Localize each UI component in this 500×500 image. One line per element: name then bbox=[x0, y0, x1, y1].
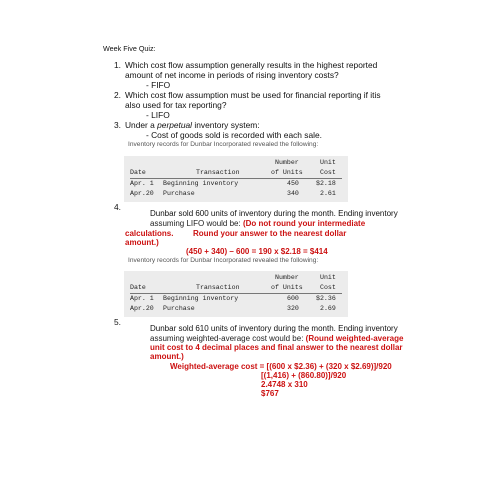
q4-red-line-3a: calculations. bbox=[125, 229, 174, 238]
q5-solution-line-4: $767 bbox=[261, 389, 279, 398]
table-cell: $2.18 bbox=[316, 180, 336, 187]
q5-red-line-3: unit cost to 4 decimal places and final answer to the nearest dollar bbox=[150, 343, 403, 352]
table-cell: 320 bbox=[287, 305, 299, 312]
q5-text-line-2-red: (Round weighted-average bbox=[305, 334, 404, 343]
q5-solution-line-1: Weighted-average cost = [(600 x $2.36) + (320 x $2.69)]/920 bbox=[170, 362, 392, 371]
q4-solution: (450 + 340) – 600 = 190 x $2.18 = $414 bbox=[186, 247, 328, 256]
table-cell: Purchase bbox=[163, 190, 195, 197]
q4-intro: Inventory records for Dunbar Incorporated revealed the following: bbox=[128, 141, 319, 148]
question-5-number: 5. bbox=[114, 317, 121, 327]
q5-intro: Inventory records for Dunbar Incorporated revealed the following: bbox=[128, 257, 319, 264]
q4-inventory-table bbox=[124, 156, 348, 202]
table-cell: Apr. 1 bbox=[130, 180, 154, 187]
q5-solution-line-2: [(1,416) + (860.80)]/920 bbox=[261, 371, 347, 380]
q5-header-date: Date bbox=[130, 284, 146, 291]
table-cell: 450 bbox=[287, 180, 299, 187]
table-cell: 2.61 bbox=[320, 190, 336, 197]
q5-header-cost: Cost bbox=[320, 284, 336, 291]
question-3-prefix: Under a bbox=[125, 120, 158, 130]
table-cell: Apr. 1 bbox=[130, 295, 154, 302]
q4-header-date: Date bbox=[130, 169, 146, 176]
question-1-answer: - FIFO bbox=[146, 80, 171, 90]
q5-header-number: Number bbox=[275, 274, 299, 281]
question-1-line-1: Which cost flow assumption generally results in the highest reported bbox=[125, 60, 378, 70]
question-3-line bbox=[125, 120, 260, 130]
q4-text-line-1: Dunbar sold 600 units of inventory during the month. Ending inventory bbox=[150, 209, 398, 218]
question-4-number: 4. bbox=[114, 202, 121, 212]
q4-header-units: of Units bbox=[271, 169, 303, 176]
q5-text-line-1: Dunbar sold 610 units of inventory during the month. Ending inventory bbox=[150, 324, 398, 333]
q5-solution-line-3: 2.4748 x 310 bbox=[261, 380, 308, 389]
q4-red-line-3b: Round your answer to the nearest dollar bbox=[193, 229, 347, 238]
table-cell: Apr.20 bbox=[130, 190, 154, 197]
q5-header-units: of Units bbox=[271, 284, 303, 291]
page-title: Week Five Quiz: bbox=[103, 44, 156, 53]
q4-table-divider bbox=[130, 178, 342, 179]
question-1-number: 1. bbox=[114, 60, 121, 70]
q4-header-cost: Cost bbox=[320, 169, 336, 176]
question-2-number: 2. bbox=[114, 90, 121, 100]
q4-red-line-4: amount.) bbox=[125, 238, 159, 247]
table-cell: Purchase bbox=[163, 305, 195, 312]
question-3-suffix: inventory system: bbox=[192, 120, 260, 130]
question-1-line-2: amount of net income in periods of rising inventory costs? bbox=[125, 70, 339, 80]
q4-text-line-2-dark: assuming LIFO would be: bbox=[150, 219, 243, 228]
question-3-italic: perpetual bbox=[157, 120, 193, 130]
q4-header-number: Number bbox=[275, 159, 299, 166]
table-cell: $2.36 bbox=[316, 295, 336, 302]
q4-text-line-2 bbox=[150, 219, 365, 229]
q5-red-line-4: amount.) bbox=[150, 352, 184, 361]
q5-text-line-2-dark: assuming weighted-average cost would be: bbox=[150, 334, 306, 343]
table-cell: Beginning inventory bbox=[163, 180, 239, 187]
q5-header-transaction: Transaction bbox=[196, 284, 240, 291]
table-cell: Apr.20 bbox=[130, 305, 154, 312]
question-3-number: 3. bbox=[114, 120, 121, 130]
table-cell: 600 bbox=[287, 295, 299, 302]
question-2-line-1: Which cost flow assumption must be used for financial reporting if itis bbox=[125, 90, 381, 100]
q5-header-unit: Unit bbox=[320, 274, 336, 281]
q4-header-transaction: Transaction bbox=[196, 169, 240, 176]
q4-header-unit: Unit bbox=[320, 159, 336, 166]
q5-inventory-table bbox=[124, 271, 348, 317]
table-cell: Beginning inventory bbox=[163, 295, 239, 302]
table-cell: 340 bbox=[287, 190, 299, 197]
question-2-line-2: also used for tax reporting? bbox=[125, 100, 227, 110]
question-3-answer: - Cost of goods sold is recorded with each sale. bbox=[146, 130, 322, 140]
question-2-answer: - LIFO bbox=[146, 110, 170, 120]
table-cell: 2.69 bbox=[320, 305, 336, 312]
q5-table-divider bbox=[130, 293, 342, 294]
q4-text-line-2-red: (Do not round your intermediate bbox=[242, 219, 366, 228]
